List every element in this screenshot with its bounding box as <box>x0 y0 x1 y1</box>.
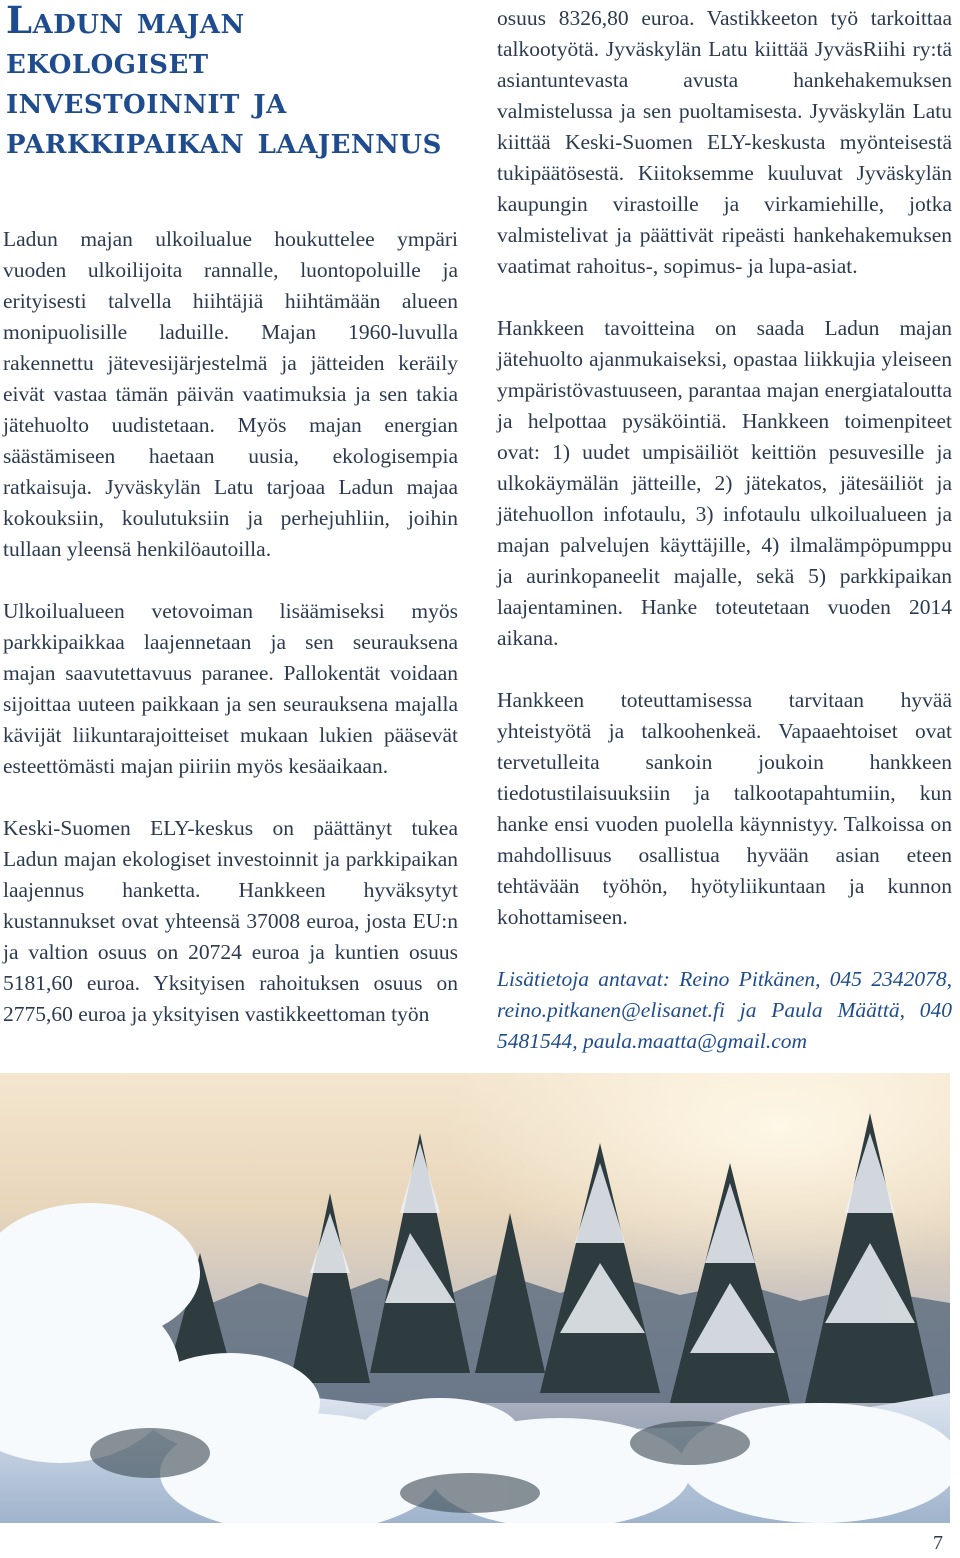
contact-info: Lisätietoja antavat: Reino Pitkänen, 045 2342078, reino.pitkanen@elisanet.fi ja Paula Määttä, 040 5481544, paula.maatta@gmail.com <box>497 967 952 1053</box>
paragraph: Hankkeen tavoitteina on saada Ladun majan jätehuolto ajanmukaiseksi, opastaa liikkujia yleiseen ympäristövastuuseen, parantaa majan energiataloutta ja helpottaa pysäköintiä. Hankkeen toimenpiteet ovat: 1) uudet umpisäiliöt keittiön pesuvesille ja ulkokäymälän jätteille, 2) jätekatos, jätesäiliöt ja jätehuollon infotaulu, 3) infotaulu ulkoilualueen ja majan palvelujen käyttäjille, 4) ilmalämpöpumppu ja aurinkopaneelit majalle, sekä 5) parkkipaikan laajentaminen. Hanke toteutetaan vuoden 2014 aikana. <box>497 316 952 650</box>
article-title: Ladun majan ekologiset investoinnit ja parkkipaikan laajennus <box>6 0 442 162</box>
paragraph: Ulkoilualueen vetovoiman lisäämiseksi myös parkkipaikkaa laajennetaan ja sen seurauksena majan saavutettavuus paranee. Pallokentät voidaan sijoittaa uuteen paikkaan ja sen seurauksena majalla kävijät liikuntarajoitteiset mukaan lukien pääsevät esteettömästi majan piiriin myös kesäaikaan. <box>3 599 458 778</box>
left-column <box>3 224 458 1030</box>
paragraph: Ladun majan ulkoilualue houkuttelee ympäri vuoden ulkoilijoita rannalle, luontopoluille ja erityisesti talvella hiihtäjiä hiihtämään alueen monipuolisille laduille. Majan 1960-luvulla rakennettu jätevesijärjestelmä ja jätteiden keräily eivät vastaa tämän päivän vaatimuksia ja sen takia jätehuolto uudistetaan. Myös majan energian säästämiseen haetaan uusia, ekologisempia ratkaisuja. Jyväskylän Latu tarjoaa Ladun majaa kokouksiin, koulutuksiin ja perhejuhliin, joihin tullaan yleensä henkilöautoilla. <box>3 227 458 561</box>
snowy-forest-illustration <box>0 1073 950 1523</box>
right-column <box>497 3 952 1057</box>
paragraph: osuus 8326,80 euroa. Vastikkeeton työ tarkoittaa talkootyötä. Jyväskylän Latu kiittää JyväsRiihi ry:tä asiantuntevasta avusta hankehakemuksen valmistelussa ja sen puoltamisesta. Jyväskylän Latu kiittää Keski-Suomen ELY-keskusta myönteisestä tukipäätösestä. Kiitoksemme kuuluvat Jyväskylän kaupungin virastoille ja virkamiehille, jotka valmistelivat ja päättivät ripeästi hankehakemuksen vaatimat rahoitus-, sopimus- ja lupa-asiat. <box>497 6 952 278</box>
snowy-forest-photo <box>0 1073 950 1523</box>
page-number: 7 <box>933 1532 943 1554</box>
paragraph: Hankkeen toteuttamisessa tarvitaan hyvää yhteistyötä ja talkoohenkeä. Vapaaehtoiset ovat tervetulleita sankoin joukoin hankkeen tiedotustilaisuuksiin ja talkootapahtumiin, kun hanke ensi vuoden puolella käynnistyy. Talkoissa on mahdollisuus osallistua hyvään asian eteen tehtävään työhön, hyötyliikuntaan ja kunnon kohottamiseen. <box>497 688 952 929</box>
paragraph: Keski-Suomen ELY-keskus on päättänyt tukea Ladun majan ekologiset investoinnit ja parkkipaikan laajennus hanketta. Hankkeen hyväksytyt kustannukset ovat yhteensä 37008 euroa, josta EU:n ja valtion osuus on 20724 euroa ja kuntien osuus 5181,60 euroa. Yksityisen rahoituksen osuus on 2775,60 euroa ja yksityisen vastikkeettoman työn <box>3 816 458 1026</box>
